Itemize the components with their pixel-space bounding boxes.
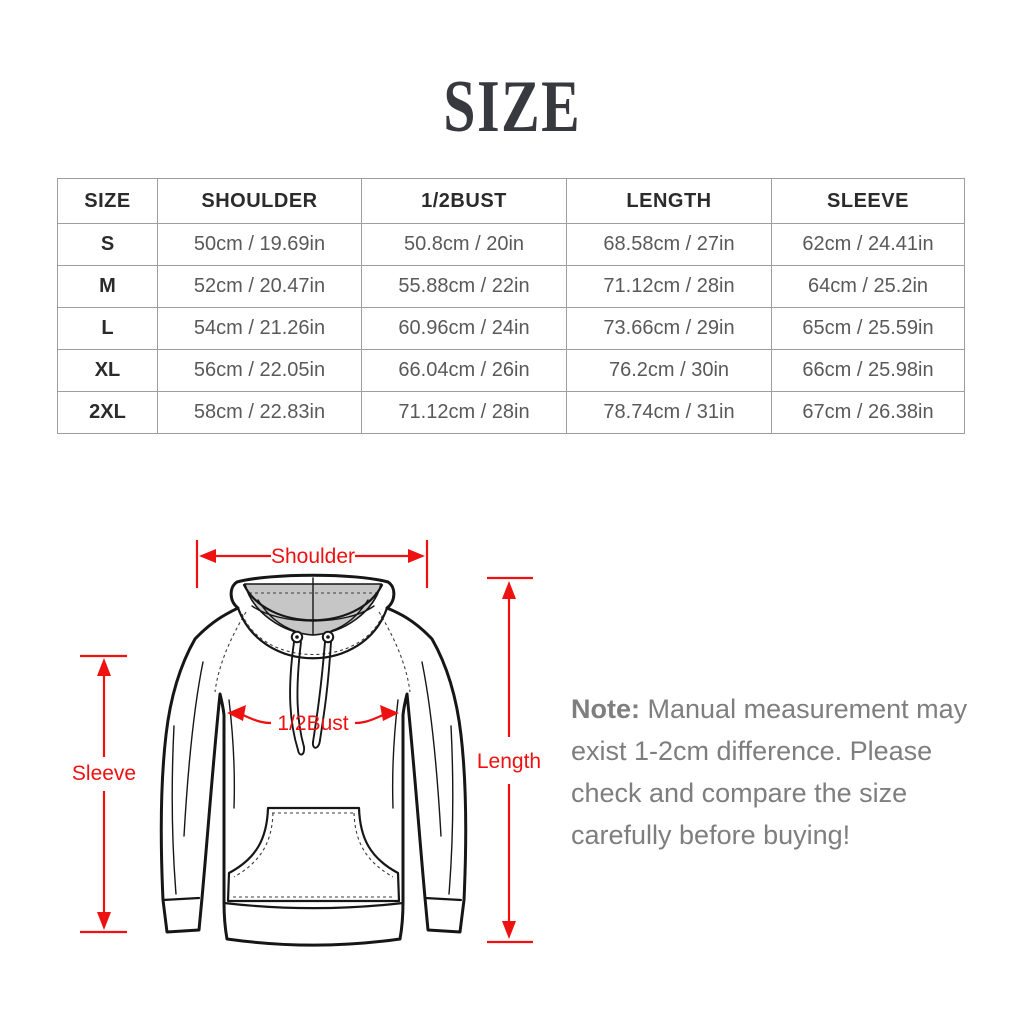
size-cell: XL — [58, 350, 158, 392]
shoulder-cell: 50cm / 19.69in — [158, 224, 362, 266]
bust-cell: 55.88cm / 22in — [362, 266, 567, 308]
shoulder-label: Shoulder — [270, 545, 356, 568]
size-row-2xl — [58, 392, 965, 434]
shoulder-cell: 56cm / 22.05in — [158, 350, 362, 392]
length-arrow — [477, 578, 541, 942]
size-table — [57, 178, 965, 434]
col-header-sleeve: SLEEVE — [772, 179, 965, 224]
length-cell: 71.12cm / 28in — [567, 266, 772, 308]
shoulder-cell: 58cm / 22.83in — [158, 392, 362, 434]
note-text: Manual measurement may — [647, 694, 968, 724]
length-label: Length — [476, 750, 542, 773]
bust-cell: 66.04cm / 26in — [362, 350, 567, 392]
header-row — [58, 179, 965, 224]
bust-cell: 60.96cm / 24in — [362, 308, 567, 350]
size-row-m — [58, 266, 965, 308]
size-row-s — [58, 224, 965, 266]
bust-cell: 71.12cm / 28in — [362, 392, 567, 434]
note-line: check and compare the size — [571, 778, 908, 808]
sleeve-cell: 64cm / 25.2in — [772, 266, 965, 308]
sleeve-cell: 65cm / 25.59in — [772, 308, 965, 350]
note-label: Note: — [571, 694, 640, 724]
bust-cell: 50.8cm / 20in — [362, 224, 567, 266]
size-cell: L — [58, 308, 158, 350]
shoulder-cell: 54cm / 21.26in — [158, 308, 362, 350]
measurement-note — [571, 688, 971, 856]
length-cell: 76.2cm / 30in — [567, 350, 772, 392]
hoodie-measurement-diagram — [55, 530, 565, 965]
shoulder-cell: 52cm / 20.47in — [158, 266, 362, 308]
page-title: SIZE — [443, 66, 581, 148]
col-header-length: LENGTH — [567, 179, 772, 224]
sleeve-cell: 66cm / 25.98in — [772, 350, 965, 392]
sleeve-label: Sleeve — [71, 762, 137, 785]
size-row-xl — [58, 350, 965, 392]
note-line: carefully before buying! — [571, 820, 851, 850]
length-cell: 78.74cm / 31in — [567, 392, 772, 434]
col-header-size: SIZE — [58, 179, 158, 224]
note-line — [571, 688, 971, 730]
size-cell: M — [58, 266, 158, 308]
page-title-wrap — [0, 66, 1024, 148]
length-cell: 73.66cm / 29in — [567, 308, 772, 350]
size-cell: S — [58, 224, 158, 266]
sleeve-cell: 67cm / 26.38in — [772, 392, 965, 434]
size-cell: 2XL — [58, 392, 158, 434]
length-cell: 68.58cm / 27in — [567, 224, 772, 266]
bust-label: 1/2Bust — [277, 712, 349, 735]
sleeve-cell: 62cm / 24.41in — [772, 224, 965, 266]
size-row-l — [58, 308, 965, 350]
col-header-shoulder: SHOULDER — [158, 179, 362, 224]
col-header-bust: 1/2BUST — [362, 179, 567, 224]
sleeve-arrow — [72, 656, 136, 932]
note-line: exist 1-2cm difference. Please — [571, 736, 933, 766]
